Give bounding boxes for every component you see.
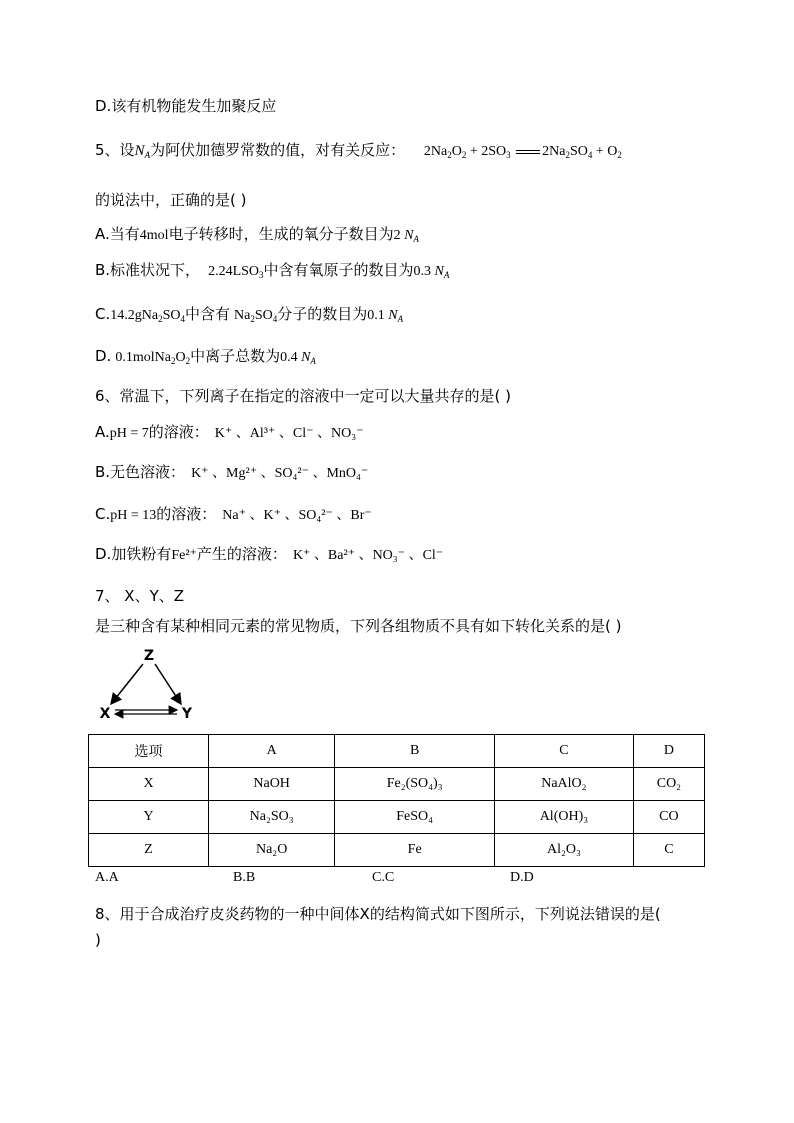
table-cell: CO₂ [633, 768, 704, 801]
table-cell: NaOH [209, 768, 335, 801]
q7-line2: 是三种含有某种相同元素的常见物质，下列各组物质不具有如下转化关系的是( ) [95, 617, 622, 635]
q5-option-c: $C.14.2gNa_2SO_4$中含有 $Na_2SO_4$分子的数目为0.1 $N_A$ [95, 305, 404, 324]
table-cell: FeSO₄ [335, 801, 495, 834]
table-cell: CO [633, 801, 704, 834]
q8-line1: 8、用于合成治疗皮炎药物的一种中间体X的结构简式如下图所示，下列说法错误的是( [95, 905, 661, 923]
table-cell: 选项 [89, 735, 209, 768]
q5-stem [95, 140, 622, 165]
q6-option-c: C.pH = 13的溶液： Na⁺ 、K⁺ 、SO₄²⁻ 、Br⁻ [95, 505, 372, 523]
q5-option-a: A.当有4mol电子转移时，生成的氧分子数目为2 $N_A$ [95, 225, 419, 244]
q4-option-d-text: D.该有机物能发生加聚反应 [95, 97, 277, 115]
q5-equation: $2Na_2O_2 + 2SO_3$ $2Na_2SO_4 + O_2$ [423, 144, 622, 160]
table-cell: Fe [335, 834, 495, 867]
q7-answer-a: A.A [95, 870, 119, 885]
table-cell: Al₂O₃ [495, 834, 634, 867]
label-y: Y [181, 706, 193, 722]
q7-options-table [88, 734, 705, 867]
q5-option-b: B.标准状况下， $2.24LSO_3$中含有氧原子的数目为0.3 $N_A$ [95, 261, 450, 280]
avogadro-symbol: $N_A$ [134, 143, 151, 160]
xyz-conversion-diagram [95, 642, 205, 724]
table-cell: Na₂SO₃ [209, 801, 335, 834]
table-cell: C [495, 735, 634, 768]
q8-line2: ) [95, 931, 101, 949]
table-cell: C [633, 834, 704, 867]
table-header-row [89, 735, 705, 768]
table-row [89, 801, 705, 834]
q5-stem-2: 的说法中，正确的是( ) [95, 191, 247, 209]
table-cell: NaAlO₂ [495, 768, 634, 801]
table-cell: A [209, 735, 335, 768]
table-cell: Y [89, 801, 209, 834]
table-cell: D [633, 735, 704, 768]
table-cell: Z [89, 834, 209, 867]
table-cell: Fe₂(SO₄)₃ [335, 768, 495, 801]
arrow-z-to-x [111, 664, 143, 704]
q7-line1: 7、 X、Y、Z [95, 587, 185, 605]
table-cell: Al(OH)₃ [495, 801, 634, 834]
table-cell: Na₂O [209, 834, 335, 867]
q6-stem: 6、常温下，下列离子在指定的溶液中一定可以大量共存的是( ) [95, 387, 512, 405]
q6-option-b: B.无色溶液： K⁺ 、Mg²⁺ 、SO₄²⁻ 、MnO₄⁻ [95, 463, 369, 481]
label-z: Z [143, 648, 155, 664]
table-cell: X [89, 768, 209, 801]
q7-answer-b: B.B [233, 870, 256, 885]
label-x: X [99, 706, 111, 722]
q6-option-a: A.pH = 7的溶液： K⁺ 、Al³⁺ 、Cl⁻ 、NO₃⁻ [95, 423, 364, 441]
q5-number: 5、设 [95, 141, 135, 159]
q7-answer-d: D.D [510, 870, 534, 885]
q4-option-d [95, 96, 276, 116]
equals-sign [516, 150, 540, 154]
table-row [89, 768, 705, 801]
q6-option-d: D.加铁粉有Fe²⁺产生的溶液： K⁺ 、Ba²⁺ 、NO₃⁻ 、Cl⁻ [95, 545, 444, 563]
q7-answer-c: C.C [372, 870, 395, 885]
q5-option-d: D. $0.1molNa_2O_2$中离子总数为0.4 $N_A$ [95, 347, 316, 366]
arrow-z-to-y [155, 664, 181, 704]
q5-stem-text: 为阿伏加德罗常数的值，对有关反应： [150, 141, 406, 159]
table-row [89, 834, 705, 867]
table-cell: B [335, 735, 495, 768]
